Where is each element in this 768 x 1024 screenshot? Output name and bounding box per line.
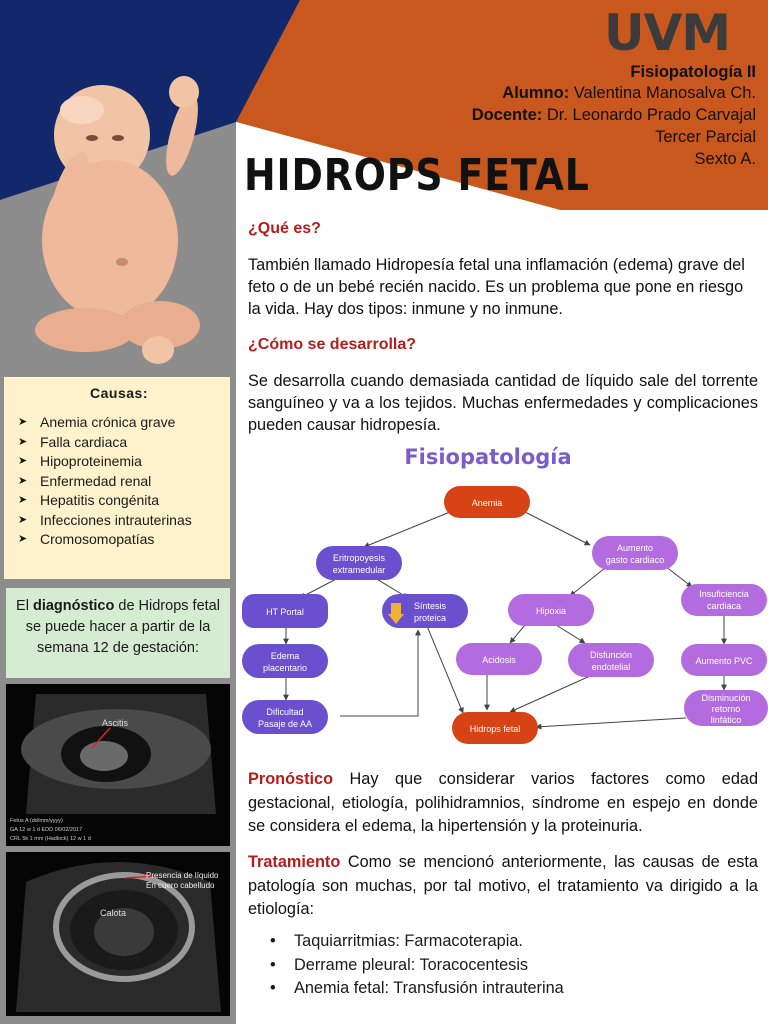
list-item (18, 491, 220, 511)
node-dificultad (242, 700, 328, 734)
node-label: Hidrops fetal (469, 724, 521, 734)
bullet-icon: • (270, 979, 276, 997)
node-label: Dificultad (266, 707, 304, 717)
causes-box (4, 377, 230, 579)
ultrasound-image-calota (6, 852, 230, 1016)
node-label: Edema (270, 651, 300, 661)
list-item (18, 511, 220, 531)
node-label: Síntesis (413, 601, 447, 611)
arrow-bullet-icon: ➤ (18, 494, 28, 506)
node-label: extramedular (332, 565, 386, 575)
cause-label: Anemia crónica grave (40, 414, 176, 430)
diagnosis-pre: El (16, 598, 29, 614)
uvm-logo: UVM (604, 4, 731, 62)
node-ht-portal (242, 594, 328, 628)
cause-label: Enfermedad renal (40, 472, 152, 489)
node-label: retorno (711, 704, 741, 714)
list-item (18, 413, 220, 433)
node-label: linfático (710, 715, 742, 725)
node-label: Eritropoyesis (332, 553, 386, 563)
node-label: Aumento PVC (695, 656, 753, 666)
student-name: Valentina Manosalva Ch. (573, 84, 756, 102)
node-acidosis (456, 643, 542, 675)
develop-text: Se desarrolla cuando demasiada cantidad de líquido sale del torrente sanguíneo y va a los tejidos. Muchas enfermedades y complicaciones pueden causar hidropesía. (248, 372, 758, 434)
list-item (258, 954, 564, 978)
teacher-name: Dr. Leonardo Prado Carvajal (546, 106, 756, 124)
node-label: Disminución (701, 693, 751, 703)
list-item (18, 452, 220, 472)
treatment-list (258, 930, 564, 1001)
ultrasound-image-ascitis (6, 684, 230, 846)
node-insuficiencia (681, 584, 767, 616)
baby-illustration (10, 40, 230, 370)
treatment-text: Como se mencionó anteriormente, las causas de esta patología son muchas, por tal motivo, el tratamiento va dirigido a la etiología: (248, 853, 758, 918)
node-disminucion (684, 690, 768, 726)
cause-label: Cromosomopatías (40, 531, 155, 547)
treatment-item: Taquiarritmias: Farmacoterapia. (294, 932, 523, 950)
list-item (258, 977, 564, 1001)
us2-note-2: En cuero cabelludo (146, 881, 215, 890)
teacher-label: Docente: (471, 106, 543, 124)
arrow-bullet-icon: ➤ (18, 455, 28, 467)
node-label: Pasaje de AA (257, 719, 313, 729)
node-label: gasto cardiaco (605, 555, 665, 565)
node-sintesis (382, 594, 468, 628)
student-label: Alumno: (502, 84, 570, 102)
causes-title: Causas: (90, 385, 148, 401)
treatment-paragraph (248, 851, 758, 922)
node-label: Insuficiencia (699, 589, 749, 599)
what-text: También llamado Hidropesía fetal una inflamación (edema) grave del feto o de un bebé recién nacido. Es un problema que pone en riesgo la vida. Hay dos tipos: inmune y no inmune. (248, 256, 745, 318)
node-label: endotelial (591, 662, 631, 672)
node-label: proteica (413, 613, 447, 623)
cause-label: Infecciones intrauterinas (40, 511, 192, 528)
list-item (18, 433, 220, 453)
what-heading: ¿Qué es? (248, 220, 321, 237)
us1-caption-3: CRL 5k 1 mm (Hadlock) 12 w 1 d (10, 836, 91, 842)
node-aumento-pvc (681, 644, 767, 676)
causes-list (18, 413, 220, 550)
arrow-bullet-icon: ➤ (18, 474, 28, 487)
us2-note-1: Presencia de líquido (146, 871, 219, 880)
list-item (258, 930, 564, 954)
pathophysiology-diagram (238, 440, 768, 760)
node-edema (242, 644, 328, 678)
prognosis-text: Hay que considerar varios factores como edad gestacional, etiología, polihidramnios, síndrome en espejo en donde se considera el edema, la hipertensión y la proteinuria. (248, 770, 758, 835)
group-label: Sexto A. (694, 150, 756, 168)
teacher-line (472, 105, 756, 126)
diagram-title: Fisiopatología (404, 445, 572, 469)
node-label: Aumento (616, 543, 654, 553)
cause-label: Hepatitis congénita (40, 492, 160, 508)
cause-label: Falla cardiaca (40, 433, 128, 450)
arrow-bullet-icon: ➤ (18, 533, 28, 545)
treatment-heading: Tratamiento (248, 853, 341, 871)
diagnosis-bold: diagnóstico (32, 598, 115, 614)
node-label: Acidosis (482, 655, 516, 665)
arrow-bullet-icon: ➤ (18, 513, 28, 526)
treatment-item: Derrame pleural: Toracocentesis (294, 955, 529, 974)
node-hidrops (452, 712, 538, 744)
list-item (18, 530, 220, 550)
us1-caption-2: GA 12 w 1 d EDD 06/02/2017 (10, 827, 83, 833)
node-disfuncion (568, 643, 654, 677)
arrow-bullet-icon: ➤ (18, 435, 28, 448)
node-label: HT Portal (266, 607, 304, 617)
diagnosis-post: de Hidrops fetal se puede hacer a partir de la semana 12 de gestación: (25, 598, 220, 656)
node-label: placentario (262, 663, 308, 673)
node-label: cardiaca (706, 601, 742, 611)
list-item (18, 472, 220, 492)
student-line (502, 83, 756, 104)
develop-heading: ¿Cómo se desarrolla? (248, 336, 417, 353)
node-aumento-gasto (592, 536, 678, 570)
ascitis-label: Ascitis (102, 718, 129, 728)
prognosis-heading: Pronóstico (248, 770, 334, 788)
node-label: Disfunción (589, 650, 633, 660)
node-eritropoyesis (316, 546, 402, 580)
page-title: HIDROPS FETAL (244, 150, 590, 201)
arrow-bullet-icon: ➤ (18, 416, 28, 428)
bullet-icon: • (270, 932, 276, 950)
node-hipoxia (508, 594, 594, 626)
diagnosis-box (6, 588, 230, 678)
calota-label: Calota (100, 908, 127, 918)
us1-caption-1: Fetus A (dd/mm/yyyy) (10, 818, 63, 824)
node-anemia (444, 486, 530, 518)
term-label: Tercer Parcial (655, 128, 756, 146)
treatment-item: Anemia fetal: Transfusión intrauterina (294, 979, 564, 997)
bullet-icon: • (270, 955, 276, 974)
node-label: Hipoxia (535, 606, 567, 616)
prognosis-paragraph (248, 768, 758, 839)
node-label: Anemia (471, 498, 503, 508)
cause-label: Hipoproteinemia (40, 453, 142, 469)
course-name: Fisiopatología II (630, 63, 756, 81)
